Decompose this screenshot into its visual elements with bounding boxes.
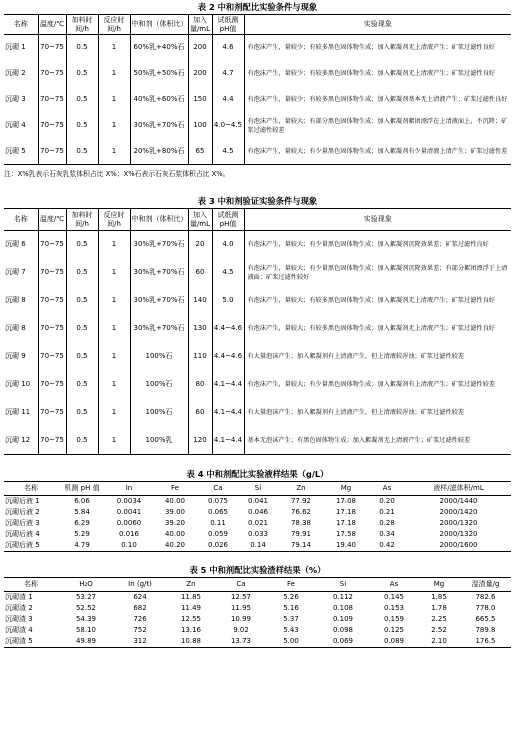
table-row — [4, 496, 511, 508]
table-cell: 665.5 — [475, 615, 496, 623]
table5 — [4, 577, 511, 648]
table-cell: 624 — [133, 593, 147, 601]
table-row — [4, 231, 511, 259]
table-cell: 53.27 — [75, 593, 97, 601]
table-cell: 基本无泡沫产生；有黑色固体物生成；加入絮凝剂无上清液产生；矿浆过滤性较差 — [244, 427, 511, 455]
table-cell: 0.112 — [332, 593, 354, 601]
table-cell: 有泡沫产生，量较大；有少量黑色固体物生成；加入絮凝剂沉降效果差；矿浆过滤性良好 — [244, 231, 511, 259]
table-cell: 0.5 — [66, 87, 98, 113]
table-cell: 49.89 — [58, 636, 114, 648]
table-cell: 1 — [98, 139, 130, 165]
table-cell: 0.109 — [332, 615, 354, 623]
table-cell: 有大量泡沫产生；加入絮凝剂有上清液产生，但上清液较浑浊；矿浆过滤性较差 — [244, 399, 511, 427]
table-cell: 20%乳+80%石 — [130, 139, 188, 165]
table-cell: 2000/1320 — [439, 519, 478, 527]
table-cell: 50%乳+50%石 — [130, 61, 188, 87]
table-cell: 17.18 — [335, 519, 357, 527]
table-cell: 4.0 — [212, 231, 244, 259]
table-row — [4, 87, 511, 113]
table3-header-cell: 加入量/mL — [188, 209, 212, 231]
table-cell: 789.8 — [475, 626, 496, 634]
table-cell: 沉砌渣 4 — [5, 626, 33, 634]
table-cell: 1 — [98, 113, 130, 139]
table-cell: 30%乳+70%石 — [130, 113, 188, 139]
table-cell: 4.0~4.5 — [212, 113, 244, 139]
table-cell: 5.84 — [74, 508, 90, 516]
table-cell: 5.29 — [74, 530, 90, 538]
table-cell: 有泡沫产生，量较少；有较多黑色固体物生成；加入絮凝剂基本无上清液产生；矿浆过滤性良好 — [244, 87, 511, 113]
table-row — [4, 371, 511, 399]
table4-header-cell: Zn — [278, 482, 324, 496]
table-cell: 17.58 — [335, 530, 357, 538]
table-cell: 0.5 — [66, 35, 98, 61]
table5-header-cell: Fe — [266, 578, 316, 592]
table-cell: 0.108 — [332, 604, 354, 612]
table5-header-cell: In (g/t) — [114, 578, 166, 592]
table2-note: 注：X%乳表示石灰乳浆体积占比 X%；X%石表示石灰石浆体积占比 X%。 — [4, 170, 230, 178]
table4-header-cell: Ca — [198, 482, 238, 496]
table-cell: 778.0 — [475, 604, 496, 612]
table5-header-cell: Ca — [216, 578, 266, 592]
table-cell: 70~75 — [38, 427, 66, 455]
table2 — [4, 14, 511, 165]
table-cell: 0.5 — [66, 287, 98, 315]
table-cell: 4.4 — [212, 87, 244, 113]
table-cell: 沉砌 10 — [5, 380, 31, 388]
table-cell: 0.153 — [383, 604, 405, 612]
table-cell: 4.5 — [212, 139, 244, 165]
table-cell: 4.1~4.4 — [212, 371, 244, 399]
table-cell: 沉砌后液 1 — [5, 497, 40, 505]
table-cell: 2.10 — [418, 636, 460, 648]
table-cell: 4.4~4.6 — [212, 315, 244, 343]
table-cell: 0.10 — [106, 540, 152, 552]
table-cell: 沉砌 4 — [5, 121, 26, 129]
table-row — [4, 139, 511, 165]
table2-header-cell: 反应时间/h — [98, 15, 130, 35]
table-cell: 726 — [133, 615, 147, 623]
table5-header-cell: 湿渣量/g — [460, 578, 511, 592]
table5-header-cell: Si — [316, 578, 370, 592]
table-cell: 12.57 — [230, 593, 252, 601]
table-cell: 0.0060 — [116, 519, 142, 527]
table-cell: 1.85 — [431, 593, 447, 601]
table-row — [4, 315, 511, 343]
table-cell: 沉砌 9 — [5, 352, 26, 360]
table-cell: 沉砌 7 — [5, 268, 26, 276]
table-cell: 100%石 — [130, 399, 188, 427]
table-cell: 17.08 — [335, 497, 357, 505]
table-cell: 4.1~4.4 — [212, 399, 244, 427]
table-cell: 0.28 — [379, 519, 395, 527]
table5-header-row — [4, 578, 511, 592]
table-cell: 78.38 — [290, 519, 312, 527]
table-cell: 沉砌 12 — [4, 427, 38, 455]
table-cell: 40.00 — [164, 497, 186, 505]
table-cell: 0.20 — [379, 497, 395, 505]
table-cell: 1 — [98, 427, 130, 455]
table3-header-cell: 试纸测pH值 — [212, 209, 244, 231]
table4-header-cell: 名称 — [4, 482, 58, 496]
table3-header-cell: 名称 — [4, 209, 38, 231]
table-cell: 0.5 — [66, 427, 98, 455]
table-cell: 沉砌后液 4 — [5, 530, 40, 538]
table-cell: 有泡沫产生，量较大；有较多黑色固体物生成；加入絮凝剂无上清液产生；矿浆过滤性良好 — [244, 315, 511, 343]
table-cell: 0.5 — [66, 113, 98, 139]
table-row — [4, 427, 511, 455]
table-cell: 40.20 — [152, 540, 198, 552]
table5-title: 表 5 中和剂配比实验渣样结果（%） — [189, 565, 326, 575]
table-cell: 4.5 — [212, 259, 244, 287]
table-cell: 0.033 — [247, 530, 269, 538]
table-cell: 0.026 — [198, 540, 238, 552]
table-cell: 有泡沫产生，量较大；有部分黑色固体物生成；加入絮凝剂絮团漂浮在上清液面上，不沉降；矿浆过滤性较差 — [244, 113, 511, 139]
table-row — [4, 343, 511, 371]
table3-header-cell: 反应时间/h — [98, 209, 130, 231]
table-cell: 0.5 — [66, 371, 98, 399]
table-cell: 1 — [98, 87, 130, 113]
table-cell: 30%乳+70%石 — [130, 287, 188, 315]
table-cell: 0.0034 — [116, 497, 142, 505]
table-cell: 2000/1420 — [439, 508, 478, 516]
table-cell: 2.52 — [431, 626, 447, 634]
table-cell: 0.159 — [383, 615, 405, 623]
table-cell: 70~75 — [38, 287, 66, 315]
table-cell: 60 — [188, 259, 212, 287]
table-cell: 沉砌 6 — [5, 240, 26, 249]
table-cell: 140 — [188, 287, 212, 315]
table-cell: 5.16 — [283, 604, 299, 612]
table-cell: 0.145 — [383, 593, 405, 601]
table-cell: 70~75 — [38, 315, 66, 343]
table-cell: 5.00 — [266, 636, 316, 648]
table-cell: 10.99 — [230, 615, 252, 623]
table-cell: 13.16 — [180, 626, 202, 634]
table-cell: 12.55 — [180, 615, 202, 623]
table-cell: 0.021 — [247, 519, 269, 527]
table-cell: 70~75 — [38, 399, 66, 427]
table-cell: 沉砌渣 3 — [5, 615, 33, 623]
table3-header-cell: 温度/℃ — [38, 209, 66, 231]
table-cell: 4.4~4.6 — [212, 343, 244, 371]
table-row — [4, 35, 511, 61]
table-cell: 有泡沫产生，量较大；有较多黑色固体物生成；加入絮凝剂无上清液产生；矿浆过滤性良好 — [244, 287, 511, 315]
table4 — [4, 481, 511, 552]
table-cell: 19.40 — [324, 540, 368, 552]
table-cell: 70~75 — [38, 113, 66, 139]
table-row — [4, 518, 511, 529]
table-cell: 沉砌渣 1 — [5, 593, 33, 601]
table-cell: 130 — [188, 315, 212, 343]
table3-header-cell: 中和剂（体积比） — [130, 209, 188, 231]
table-cell: 沉砌 8 — [5, 324, 26, 332]
table-cell: 10.88 — [166, 636, 216, 648]
table-cell: 20 — [188, 231, 212, 259]
table2-header-cell: 加入量/mL — [189, 15, 211, 33]
table-cell: 100%乳 — [130, 427, 188, 455]
table-row — [4, 259, 511, 287]
table-cell: 0.075 — [207, 497, 229, 505]
table-cell: 58.10 — [75, 626, 97, 634]
table-cell: 0.5 — [66, 343, 98, 371]
table-cell: 5.26 — [283, 593, 299, 601]
table-cell: 150 — [188, 87, 212, 113]
table-cell: 40%乳+60%石 — [130, 87, 188, 113]
table-row — [4, 614, 511, 625]
table-cell: 70~75 — [38, 259, 66, 287]
table-cell: 0.059 — [207, 530, 229, 538]
table-cell: 39.00 — [164, 508, 186, 516]
table-cell: 70~75 — [38, 35, 66, 61]
table-cell: 70~75 — [38, 231, 66, 259]
table-cell: 54.39 — [75, 615, 97, 623]
table-cell: 1 — [98, 35, 130, 61]
table-cell: 110 — [188, 343, 212, 371]
table5-header-cell: As — [370, 578, 418, 592]
table-cell: 0.125 — [383, 626, 405, 634]
table-cell: 沉砌后液 2 — [5, 508, 40, 516]
table-cell: 有泡沫产生，量较大；有少量黑色固体物生成；加入絮凝剂有上清液产生；矿浆过滤性较差 — [244, 371, 511, 399]
table-cell: 沉砌 3 — [5, 95, 26, 103]
table-cell: 0.5 — [66, 315, 98, 343]
table-row — [4, 540, 511, 552]
table-cell: 312 — [114, 636, 166, 648]
table-cell: 682 — [133, 604, 147, 612]
table-cell: 有大量泡沫产生；加入絮凝剂有上清液产生，但上清液较浑浊；矿浆过滤性较差 — [244, 343, 511, 371]
table3-header-cell: 实验现象 — [244, 209, 511, 231]
table-cell: 65 — [188, 139, 212, 165]
table-cell: 176.5 — [460, 636, 511, 648]
table-row — [4, 636, 511, 648]
table-cell: 39.20 — [164, 519, 186, 527]
table-cell: 4.6 — [212, 35, 244, 61]
table-row — [4, 113, 511, 139]
table-cell: 0.5 — [66, 139, 98, 165]
table3-title: 表 3 中和剂验证实验条件与现象 — [197, 196, 318, 206]
table-cell: 2000/1440 — [439, 497, 478, 505]
table-cell: 沉砌后液 3 — [5, 519, 40, 527]
table-cell: 沉砌 2 — [5, 69, 26, 77]
table5-header-cell: H₂O — [58, 578, 114, 592]
table-cell: 40.00 — [164, 530, 186, 538]
table-cell: 4.1~4.4 — [212, 427, 244, 455]
table-cell: 60%乳+40%石 — [130, 35, 188, 61]
table-cell: 17.18 — [335, 508, 357, 516]
table5-header-cell: Zn — [166, 578, 216, 592]
table-cell: 2000/1320 — [439, 530, 478, 538]
table-cell: 782.6 — [475, 593, 496, 601]
table4-header-row — [4, 482, 511, 496]
table4-title: 表 4 中和剂配比实验液样结果（g/L） — [186, 469, 329, 479]
table-cell: 0.016 — [118, 530, 140, 538]
table4-header-cell: In — [106, 482, 152, 496]
table5-header-cell: Mg — [418, 578, 460, 592]
table4-header-cell: As — [368, 482, 406, 496]
table-cell: 1 — [98, 315, 130, 343]
table-cell: 120 — [188, 427, 212, 455]
table-cell: 0.065 — [207, 508, 229, 516]
table-cell: 1 — [98, 231, 130, 259]
table2-header-row — [4, 15, 511, 35]
table-cell: 4.7 — [212, 61, 244, 87]
table-cell: 0.069 — [316, 636, 370, 648]
table-cell: 沉砌 11 — [5, 408, 31, 416]
table-cell: 200 — [188, 61, 212, 87]
table-cell: 30%乳+70%石 — [130, 231, 188, 259]
table-cell: 0.5 — [66, 61, 98, 87]
table-cell: 0.046 — [247, 508, 269, 516]
table-cell: 1 — [98, 371, 130, 399]
table-cell: 沉砌 5 — [4, 139, 38, 165]
table-cell: 0.041 — [247, 497, 269, 505]
table3 — [4, 208, 511, 455]
table-row — [4, 287, 511, 315]
table-cell: 5.43 — [283, 626, 299, 634]
table-cell: 有泡沫产生，量较大；有少量黑色固体物生成；加入絮凝剂有少量清液上清产生；矿浆过滤性差 — [244, 139, 511, 165]
table-row — [4, 529, 511, 540]
table-cell: 沉砌渣 5 — [4, 636, 58, 648]
table-cell: 70~75 — [38, 343, 66, 371]
table-cell: 有泡沫产生，量较少；有较多黑色固体物生成；加入絮凝剂无上清液产生；矿浆过滤性良好 — [244, 35, 511, 61]
table-cell: 0.21 — [379, 508, 395, 516]
table-cell: 1 — [98, 399, 130, 427]
table-cell: 0.098 — [332, 626, 354, 634]
table-cell: 0.42 — [368, 540, 406, 552]
table-cell: 0.34 — [379, 530, 395, 538]
table-cell: 30%乳+70%石 — [130, 315, 188, 343]
table-cell: 70~75 — [38, 139, 66, 165]
table5-header-cell: 名称 — [4, 578, 58, 592]
table-cell: 0.11 — [210, 519, 226, 527]
table-cell: 70~75 — [38, 371, 66, 399]
table4-header-cell: Si — [238, 482, 278, 496]
table-cell: 5.0 — [212, 287, 244, 315]
table-cell: 有泡沫产生，量较大；有少量黑色固体物生成；加入絮凝剂沉降效果差；有部分絮团漂浮于上清液面；矿浆过滤性较好 — [244, 259, 511, 287]
table2-header-cell: 温度/℃ — [38, 15, 66, 35]
table-cell: 沉砌 8 — [5, 296, 26, 304]
table-cell: 1 — [98, 287, 130, 315]
table-cell: 79.91 — [290, 530, 312, 538]
table-cell: 2.25 — [431, 615, 447, 623]
table-row — [4, 603, 511, 614]
document-page — [4, 0, 511, 648]
table-row — [4, 592, 511, 604]
table-cell: 0.5 — [66, 259, 98, 287]
table2-title: 表 2 中和剂配比实验条件与现象 — [197, 2, 318, 12]
table-cell: 80 — [188, 371, 212, 399]
table-cell: 1.78 — [431, 604, 447, 612]
table-cell: 1 — [98, 61, 130, 87]
table-cell: 77.92 — [290, 497, 312, 505]
table-cell: 100%石 — [130, 371, 188, 399]
table2-header-cell: 实验现象 — [244, 15, 511, 35]
table-cell: 70~75 — [38, 61, 66, 87]
table-cell: 1 — [98, 343, 130, 371]
table-cell: 11.85 — [180, 593, 202, 601]
table-row — [4, 625, 511, 636]
table-cell: 9.02 — [233, 626, 249, 634]
table-cell: 6.06 — [74, 497, 90, 505]
table4-header-cell: Mg — [324, 482, 368, 496]
table-row — [4, 61, 511, 87]
table-cell: 11.95 — [230, 604, 252, 612]
table-cell: 79.14 — [278, 540, 324, 552]
table4-header-cell: Fe — [152, 482, 198, 496]
table-cell: 60 — [188, 399, 212, 427]
table-cell: 0.14 — [238, 540, 278, 552]
table-cell: 6.29 — [74, 519, 90, 527]
table-cell: 沉砌渣 2 — [5, 604, 33, 612]
table2-header-cell: 名称 — [4, 15, 38, 35]
table-cell: 30%乳+70%石 — [130, 259, 188, 287]
table-cell: 0.5 — [66, 231, 98, 259]
table-cell: 0.0041 — [116, 508, 142, 516]
table-cell: 沉砌后液 5 — [4, 540, 58, 552]
table2-header-cell: 试纸测pH值 — [212, 15, 244, 35]
table-cell: 2000/1600 — [406, 540, 511, 552]
table-cell: 1 — [98, 259, 130, 287]
table-row — [4, 507, 511, 518]
table4-header-cell: 机测 pH 值 — [58, 482, 106, 496]
table-cell: 0.089 — [370, 636, 418, 648]
table4-header-cell: 液样/滤体积/mL — [406, 482, 511, 496]
table-cell: 13.73 — [216, 636, 266, 648]
table-cell: 76.62 — [290, 508, 312, 516]
table3-header-cell: 加料时间/h — [66, 209, 98, 231]
table-cell: 200 — [188, 35, 212, 61]
table3-header-row — [4, 209, 511, 231]
table-cell: 70~75 — [38, 87, 66, 113]
table-cell: 5.37 — [283, 615, 299, 623]
table-cell: 沉砌 1 — [5, 43, 26, 52]
table2-header-cell: 加料时间/h — [66, 15, 98, 35]
table2-header-cell: 中和剂（体积比） — [130, 15, 188, 35]
table-cell: 4.79 — [58, 540, 106, 552]
table-cell: 752 — [133, 626, 147, 634]
table-cell: 100%石 — [130, 343, 188, 371]
table-cell: 0.5 — [66, 399, 98, 427]
table-cell: 52.52 — [75, 604, 97, 612]
table-cell: 有泡沫产生，量较少；有较多黑色固体物生成；加入絮凝剂无上清液产生；矿浆过滤性良好 — [244, 61, 511, 87]
table-cell: 11.49 — [180, 604, 202, 612]
table-cell: 100 — [188, 113, 212, 139]
table-row — [4, 399, 511, 427]
